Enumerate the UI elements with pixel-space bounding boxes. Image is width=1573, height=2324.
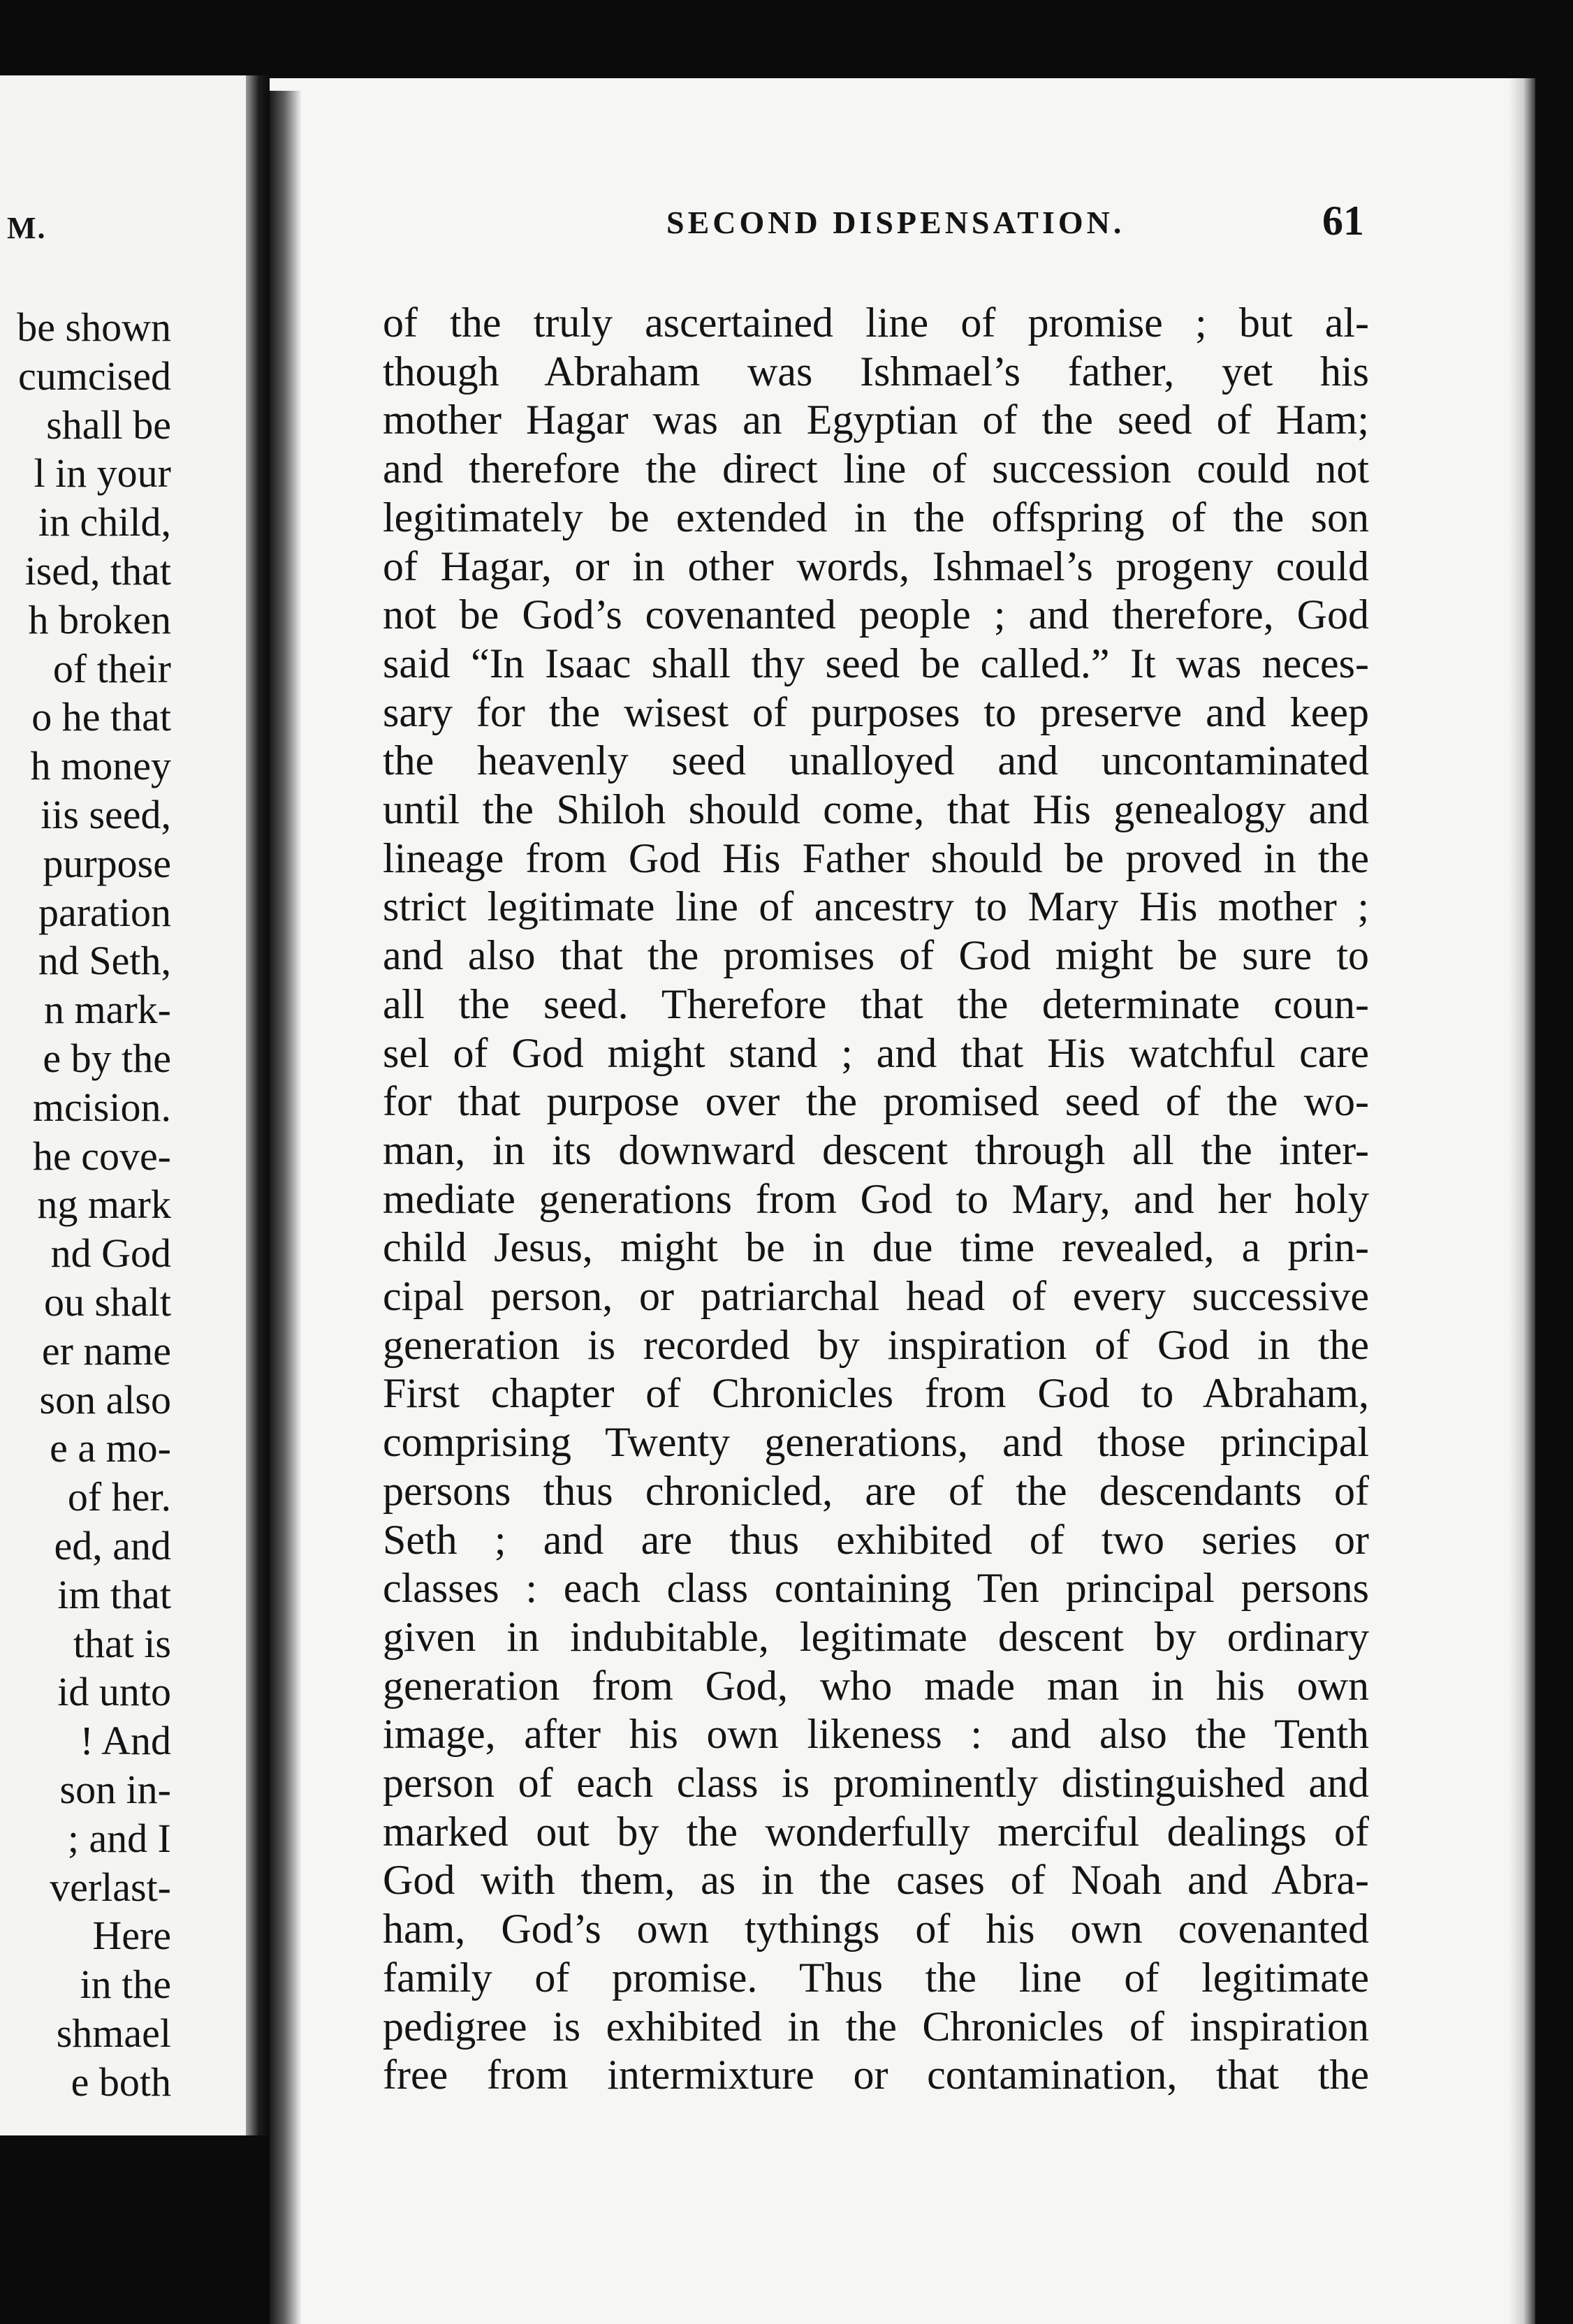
body-text-line: legitimately be extended in the offspring of the son: [383, 494, 1369, 540]
body-text-line: all the seed. Therefore that the determinate coun-: [383, 980, 1369, 1027]
left-text-line: son in-: [59, 1767, 171, 1812]
body-text-line: mother Hagar was an Egyptian of the seed of Ham;: [383, 397, 1369, 443]
left-text-line: that is: [73, 1620, 171, 1666]
body-text-line: lineage from God His Father should be proved in the: [383, 834, 1369, 881]
body-text-line: image, after his own likeness : and also the Tenth: [383, 1711, 1369, 1758]
gutter-shadow: [270, 91, 302, 2324]
body-text-line: strict legitimate line of ancestry to Mary His mother ;: [383, 883, 1369, 930]
body-text-line: child Jesus, might be in due time revealed, a prin-: [383, 1224, 1369, 1271]
left-text-line: ! And: [80, 1718, 171, 1764]
body-text-line: ham, God’s own tythings of his own covenanted: [383, 1906, 1369, 1952]
left-text-line: in child,: [38, 499, 171, 545]
left-text-line: shall be: [46, 402, 171, 448]
body-text-line: of Hagar, or in other words, Ishmael’s progeny could: [383, 543, 1369, 589]
left-text-line: ou shalt: [43, 1279, 171, 1325]
left-text-line: h money: [30, 743, 171, 789]
body-text-line: mediate generations from God to Mary, and her holy: [383, 1175, 1369, 1222]
left-text-line: ised, that: [24, 548, 171, 594]
left-text-line: cumcised: [17, 353, 171, 399]
body-text-line: sel of God might stand ; and that His watchful care: [383, 1029, 1369, 1076]
body-text-line: for that purpose over the promised seed of the wo-: [383, 1078, 1369, 1125]
left-text-line: ed, and: [54, 1523, 171, 1568]
left-text-line: h broken: [28, 596, 171, 642]
body-text-line: classes : each class containing Ten principal persons: [383, 1565, 1369, 1612]
left-text-line: e by the: [43, 1036, 171, 1081]
left-text-line: mcision.: [32, 1084, 171, 1130]
page-number: 61: [1322, 198, 1364, 244]
body-text-line: pedigree is exhibited in the Chronicles of inspiration: [383, 2003, 1369, 2050]
left-text-line: nd Seth,: [38, 938, 171, 984]
left-text-line: nd God: [50, 1230, 171, 1277]
left-text-line: purpose: [43, 840, 171, 886]
body-text-line: though Abraham was Ishmael’s father, yet his: [383, 348, 1369, 395]
running-head: SECOND DISPENSATION.: [666, 205, 1125, 240]
left-text-line: shmael: [56, 2010, 171, 2056]
left-text-line: of their: [52, 645, 171, 691]
left-text-line: o he that: [31, 694, 171, 740]
body-text-line: person of each class is prominently distinguished and: [383, 1760, 1369, 1806]
left-text-line: ng mark: [37, 1182, 171, 1228]
left-text-line: e a mo-: [50, 1425, 171, 1471]
left-text-line: paration: [38, 889, 171, 935]
body-text-line: not be God’s covenanted people ; and therefore, God: [383, 591, 1369, 638]
body-text-line: comprising Twenty generations, and those principal: [383, 1419, 1369, 1466]
left-text-line: be shown: [17, 304, 171, 350]
body-text-line: cipal person, or patriarchal head of every successive: [383, 1273, 1369, 1319]
left-text-line: Here: [92, 1913, 171, 1959]
left-text-line: verlast-: [50, 1864, 171, 1910]
body-text-line: given in indubitable, legitimate descent by ordinary: [383, 1613, 1369, 1660]
left-text-line: im that: [57, 1571, 171, 1617]
left-text-line: he cove-: [32, 1133, 171, 1179]
body-text-line: the heavenly seed unalloyed and uncontaminated: [383, 737, 1369, 784]
left-text-line: id unto: [57, 1669, 171, 1715]
body-text-line: of the truly ascertained line of promise ; but al-: [383, 300, 1369, 346]
body-text-line: persons thus chronicled, are of the descendants of: [383, 1467, 1369, 1514]
body-text-line: said “In Isaac shall thy seed be called.” It was neces-: [383, 640, 1369, 686]
body-text-line: generation is recorded by inspiration of God in the: [383, 1321, 1369, 1368]
left-text-line: er name: [41, 1328, 171, 1374]
left-text-line: l in your: [34, 450, 171, 497]
body-text-line: until the Shiloh should come, that His genealogy and: [383, 786, 1369, 832]
body-text-line: free from intermixture or contamination, that the: [383, 2052, 1369, 2098]
left-text-line: e both: [71, 2059, 171, 2105]
left-text-line: son also: [39, 1376, 171, 1422]
left-page-fold-shadow: [246, 75, 270, 2135]
right-edge-shadow: [1509, 78, 1535, 2324]
left-text-line: iis seed,: [41, 792, 171, 837]
body-text-line: Seth ; and are thus exhibited of two series or: [383, 1516, 1369, 1563]
body-text-line: man, in its downward descent through all the inter-: [383, 1126, 1369, 1173]
body-text-line: First chapter of Chronicles from God to Abraham,: [383, 1370, 1369, 1417]
body-text-line: sary for the wisest of purposes to preserve and keep: [383, 689, 1369, 735]
left-text-line: ; and I: [67, 1815, 171, 1861]
body-text-line: generation from God, who made man in his own: [383, 1662, 1369, 1709]
body-text-line: family of promise. Thus the line of legitimate: [383, 1954, 1369, 2001]
left-text-line: in the: [80, 1962, 171, 2008]
body-text-line: God with them, as in the cases of Noah and Abra-: [383, 1857, 1369, 1904]
body-text-line: and also that the promises of God might be sure to: [383, 932, 1369, 979]
body-text-line: and therefore the direct line of succession could not: [383, 446, 1369, 492]
body-text-line: marked out by the wonderfully merciful dealings of: [383, 1808, 1369, 1855]
left-text-line: n mark-: [44, 987, 171, 1033]
left-running-head-fragment: M.: [7, 211, 47, 245]
left-text-line: of her.: [67, 1474, 171, 1520]
